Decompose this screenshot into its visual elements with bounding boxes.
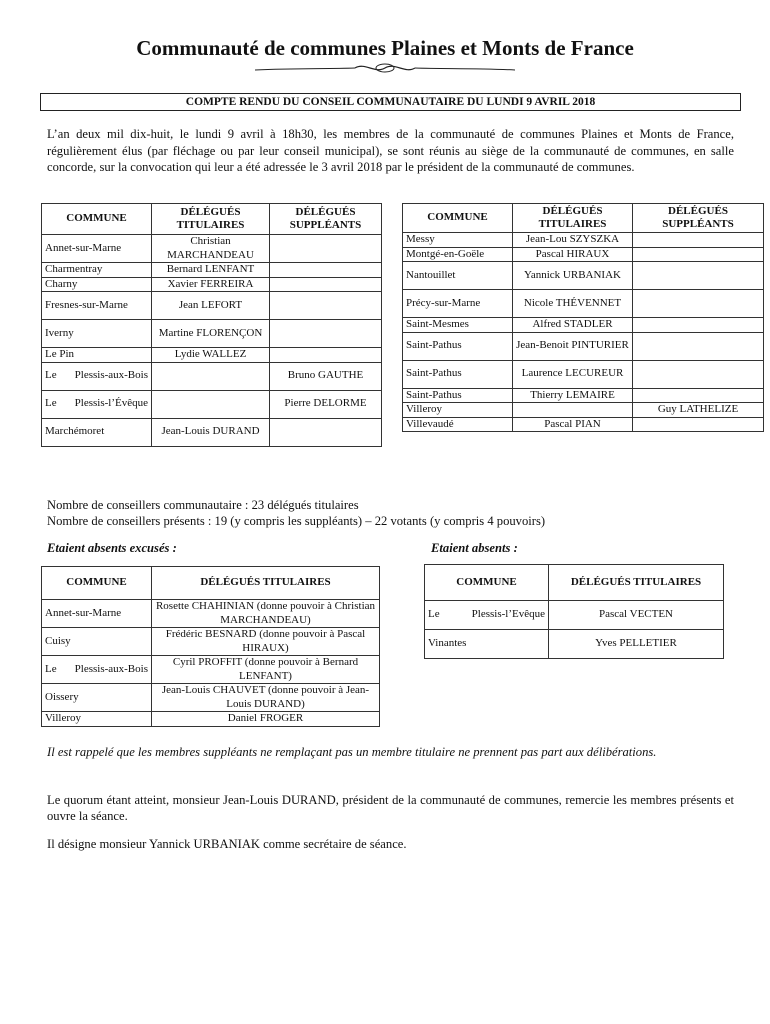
titulaire-cell: Alfred STADLER bbox=[513, 318, 633, 333]
header-commune: COMMUNE bbox=[425, 565, 549, 601]
commune-cell: Saint-Pathus bbox=[403, 360, 513, 388]
header-titulaires: DÉLÉGUÉS TITULAIRES bbox=[549, 565, 724, 601]
header-commune: COMMUNE bbox=[42, 567, 152, 600]
suppleant-cell bbox=[270, 235, 382, 263]
suppleant-cell bbox=[633, 332, 764, 360]
titulaire-cell: Pascal HIRAUX bbox=[513, 247, 633, 262]
titulaire-cell bbox=[152, 362, 270, 390]
header-titulaires: DÉLÉGUÉS TITULAIRES bbox=[152, 567, 380, 600]
commune-cell: Oissery bbox=[42, 684, 152, 712]
header-titulaires: DÉLÉGUÉS TITULAIRES bbox=[152, 204, 270, 235]
table-row bbox=[403, 233, 764, 248]
titulaire-cell: Rosette CHAHINIAN (donne pouvoir à Christian MARCHANDEAU) bbox=[152, 600, 380, 628]
commune-cell: Fresnes-sur-Marne bbox=[42, 292, 152, 320]
commune-cell: Le Plessis-l’Évêque bbox=[42, 390, 152, 418]
commune-cell: Annet-sur-Marne bbox=[42, 235, 152, 263]
titulaire-cell: Yannick URBANIAK bbox=[513, 262, 633, 290]
suppleant-cell bbox=[633, 290, 764, 318]
commune-cell: Villeroy bbox=[42, 712, 152, 727]
suppleant-cell bbox=[270, 418, 382, 446]
stats-line-presents: Nombre de conseillers présents : 19 (y compris les suppléants) – 22 votants (y compris 4 pouvoirs) bbox=[47, 514, 546, 528]
suppleant-cell bbox=[633, 233, 764, 248]
table-row bbox=[403, 332, 764, 360]
titulaire-cell: Xavier FERREIRA bbox=[152, 277, 270, 292]
titulaire-cell: Jean LEFORT bbox=[152, 292, 270, 320]
titulaire-cell: Jean-Lou SZYSZKA bbox=[513, 233, 633, 248]
table-row bbox=[403, 262, 764, 290]
suppleant-cell bbox=[270, 292, 382, 320]
titulaire-cell: Jean-Benoit PINTURIER bbox=[513, 332, 633, 360]
titulaire-cell: Jean-Louis CHAUVET (donne pouvoir à Jean-Louis DURAND) bbox=[152, 684, 380, 712]
absents-excuses-label: Etaient absents excusés : bbox=[47, 541, 177, 555]
titulaire-cell: Pascal PIAN bbox=[513, 417, 633, 432]
table-row bbox=[42, 320, 382, 348]
header-commune: COMMUNE bbox=[403, 204, 513, 233]
suppleant-cell bbox=[633, 388, 764, 403]
commune-cell: Charmentray bbox=[42, 263, 152, 278]
table-row bbox=[42, 292, 382, 320]
suppleant-cell bbox=[633, 262, 764, 290]
present-members-table-right bbox=[402, 203, 764, 432]
titulaire-cell: Daniel FROGER bbox=[152, 712, 380, 727]
table-row bbox=[42, 628, 380, 656]
table-row bbox=[403, 318, 764, 333]
ornament-divider-icon bbox=[255, 62, 515, 76]
suppleant-cell bbox=[270, 320, 382, 348]
titulaire-cell: Laurence LECUREUR bbox=[513, 360, 633, 388]
commune-cell: Le Plessis-aux-Bois bbox=[42, 362, 152, 390]
table-row bbox=[403, 290, 764, 318]
suppleant-cell bbox=[633, 417, 764, 432]
quorum-paragraph: Le quorum étant atteint, monsieur Jean-Louis DURAND, président de la communauté de communes, remercie les membres présents et ouvre la séance. bbox=[47, 793, 734, 823]
commune-cell: Cuisy bbox=[42, 628, 152, 656]
titulaire-cell: Nicole THÉVENNET bbox=[513, 290, 633, 318]
titulaire-cell: Yves PELLETIER bbox=[549, 630, 724, 659]
header-suppleants: DÉLÉGUÉS SUPPLÉANTS bbox=[270, 204, 382, 235]
intro-paragraph: L’an deux mil dix-huit, le lundi 9 avril à 18h30, les membres de la communauté de communes Plaines et Monts de France, régulièrement élus (par fléchage ou par leur conseil municipal), se sont réunis au siège de la communauté de communes, en salle concorde, sur la convocation qui leur a été adressée le 3 avril 2018 par le président de la communauté de communes. bbox=[47, 127, 734, 174]
stats-line-titulaires: Nombre de conseillers communautaire : 23 délégués titulaires bbox=[47, 498, 359, 512]
table-row bbox=[42, 684, 380, 712]
table-row bbox=[42, 418, 382, 446]
suppleant-cell: Pierre DELORME bbox=[270, 390, 382, 418]
suppleant-cell bbox=[270, 277, 382, 292]
titulaire-cell: Pascal VECTEN bbox=[549, 601, 724, 630]
titulaire-cell: Jean-Louis DURAND bbox=[152, 418, 270, 446]
header-titulaires: DÉLÉGUÉS TITULAIRES bbox=[513, 204, 633, 233]
table-row bbox=[403, 403, 764, 418]
council-stats bbox=[47, 497, 545, 529]
table-row bbox=[42, 348, 382, 363]
commune-cell: Messy bbox=[403, 233, 513, 248]
titulaire-cell: Bernard LENFANT bbox=[152, 263, 270, 278]
suppleant-cell: Bruno GAUTHE bbox=[270, 362, 382, 390]
commune-cell: Le Pin bbox=[42, 348, 152, 363]
commune-cell: Le Plessis-l’Evêque bbox=[425, 601, 549, 630]
commune-cell: Vinantes bbox=[425, 630, 549, 659]
suppleant-cell bbox=[633, 318, 764, 333]
commune-cell: Précy-sur-Marne bbox=[403, 290, 513, 318]
header-commune: COMMUNE bbox=[42, 204, 152, 235]
header-suppleants: DÉLÉGUÉS SUPPLÉANTS bbox=[633, 204, 764, 233]
commune-cell: Saint-Pathus bbox=[403, 332, 513, 360]
document-subtitle: COMPTE RENDU DU CONSEIL COMMUNAUTAIRE DU LUNDI 9 AVRIL 2018 bbox=[40, 93, 741, 111]
commune-cell: Villevaudé bbox=[403, 417, 513, 432]
absents-excuses-table bbox=[41, 566, 380, 727]
absents-label: Etaient absents : bbox=[431, 541, 518, 555]
titulaire-cell: Thierry LEMAIRE bbox=[513, 388, 633, 403]
table-row bbox=[42, 362, 382, 390]
table-row bbox=[403, 388, 764, 403]
suppleant-cell bbox=[270, 263, 382, 278]
suppleant-cell bbox=[270, 348, 382, 363]
commune-cell: Annet-sur-Marne bbox=[42, 600, 152, 628]
titulaire-cell: Martine FLORENÇON bbox=[152, 320, 270, 348]
table-row bbox=[403, 247, 764, 262]
commune-cell: Villeroy bbox=[403, 403, 513, 418]
titulaire-cell bbox=[513, 403, 633, 418]
commune-cell: Saint-Pathus bbox=[403, 388, 513, 403]
commune-cell: Montgé-en-Goële bbox=[403, 247, 513, 262]
table-row bbox=[425, 630, 724, 659]
table-row bbox=[403, 360, 764, 388]
titulaire-cell: Christian MARCHANDEAU bbox=[152, 235, 270, 263]
table-row bbox=[42, 600, 380, 628]
commune-cell: Le Plessis-aux-Bois bbox=[42, 656, 152, 684]
present-members-table-left bbox=[41, 203, 382, 447]
commune-cell: Nantouillet bbox=[403, 262, 513, 290]
commune-cell: Saint-Mesmes bbox=[403, 318, 513, 333]
table-row bbox=[403, 417, 764, 432]
table-row bbox=[42, 712, 380, 727]
titulaire-cell: Cyril PROFFIT (donne pouvoir à Bernard LENFANT) bbox=[152, 656, 380, 684]
table-row bbox=[42, 277, 382, 292]
suppleant-cell bbox=[633, 247, 764, 262]
suppleant-cell: Guy LATHELIZE bbox=[633, 403, 764, 418]
absents-table bbox=[424, 564, 724, 659]
table-row bbox=[42, 390, 382, 418]
secretaire-paragraph: Il désigne monsieur Yannick URBANIAK comme secrétaire de séance. bbox=[47, 837, 407, 851]
commune-cell: Marchémoret bbox=[42, 418, 152, 446]
page-title: Communauté de communes Plaines et Monts de France bbox=[136, 36, 634, 60]
suppleant-cell bbox=[633, 360, 764, 388]
titulaire-cell: Frédéric BESNARD (donne pouvoir à Pascal HIRAUX) bbox=[152, 628, 380, 656]
table-row bbox=[425, 601, 724, 630]
table-row bbox=[42, 235, 382, 263]
table-row bbox=[42, 656, 380, 684]
suppleants-note: Il est rappelé que les membres suppléants ne remplaçant pas un membre titulaire ne prennent pas part aux délibérations. bbox=[47, 745, 657, 759]
titulaire-cell: Lydie WALLEZ bbox=[152, 348, 270, 363]
table-row bbox=[42, 263, 382, 278]
commune-cell: Charny bbox=[42, 277, 152, 292]
titulaire-cell bbox=[152, 390, 270, 418]
commune-cell: Iverny bbox=[42, 320, 152, 348]
